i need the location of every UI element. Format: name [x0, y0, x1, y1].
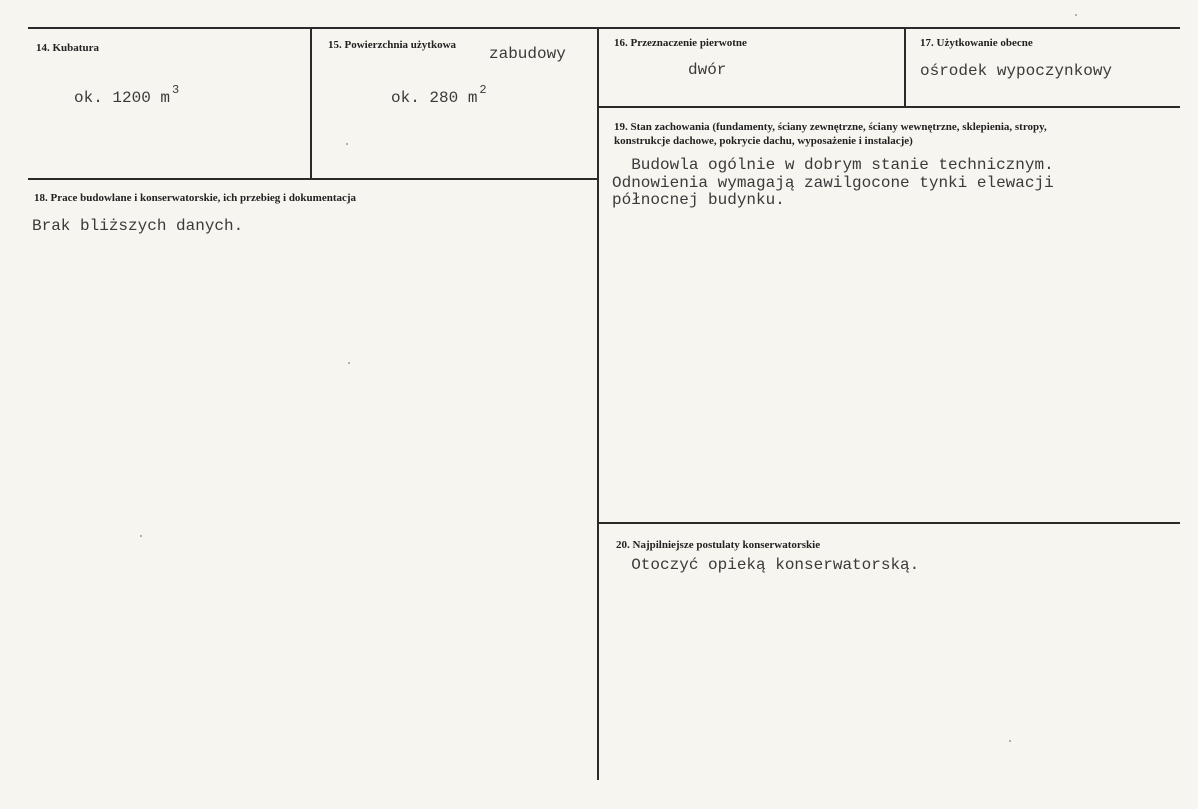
field-19-value-line1: Budowla ogólnie w dobrym stanie technicznym. — [612, 156, 1054, 174]
field-15-value-text: ok. 280 m — [391, 89, 478, 107]
paper-speck — [140, 535, 142, 537]
divider-16-17 — [904, 28, 906, 107]
paper-speck — [346, 143, 348, 145]
field-14-label: 14. Kubatura — [36, 42, 99, 54]
divider-row-14-18 — [28, 178, 598, 180]
field-15-value — [391, 83, 487, 108]
field-18-value: Brak bliższych danych. — [32, 217, 244, 235]
top-border — [28, 27, 1180, 29]
field-15-label: 15. Powierzchnia użytkowa — [328, 39, 457, 51]
field-14-value-sup: 3 — [172, 83, 180, 97]
divider-row-16-19 — [598, 106, 1180, 108]
paper-speck — [1075, 14, 1077, 16]
field-17-label: 17. Użytkowanie obecne — [920, 37, 1033, 49]
divider-row-19-20 — [598, 522, 1180, 524]
field-20-label: 20. Najpilniejsze postulaty konserwatorskie — [616, 539, 821, 551]
divider-left-right — [597, 28, 599, 780]
divider-14-15 — [310, 28, 312, 179]
paper-speck — [348, 362, 350, 364]
field-15-label-extra: zabudowy — [489, 45, 566, 63]
field-14-value-text: ok. 1200 m — [74, 89, 171, 107]
field-19-value-line3: północnej budynku. — [612, 191, 785, 209]
field-17-value: ośrodek wypoczynkowy — [920, 62, 1113, 80]
field-19-label-line1: 19. Stan zachowania (fundamenty, ściany zewnętrzne, ściany wewnętrzne, sklepienia, stropy, — [614, 121, 1047, 133]
field-16-label: 16. Przeznaczenie pierwotne — [614, 37, 747, 49]
field-16-value: dwór — [688, 61, 727, 79]
field-18-label: 18. Prace budowlane i konserwatorskie, ich przebieg i dokumentacja — [34, 192, 357, 204]
paper-speck — [1009, 740, 1011, 742]
field-15-value-sup: 2 — [479, 83, 487, 97]
field-20-value: Otoczyć opieką konserwatorską. — [612, 556, 920, 574]
field-19-label-line2: konstrukcje dachowe, pokrycie dachu, wyposażenie i instalacje) — [614, 135, 913, 147]
field-19-value-line2: Odnowienia wymagają zawilgocone tynki elewacji — [612, 174, 1054, 192]
field-14-value — [74, 83, 180, 108]
